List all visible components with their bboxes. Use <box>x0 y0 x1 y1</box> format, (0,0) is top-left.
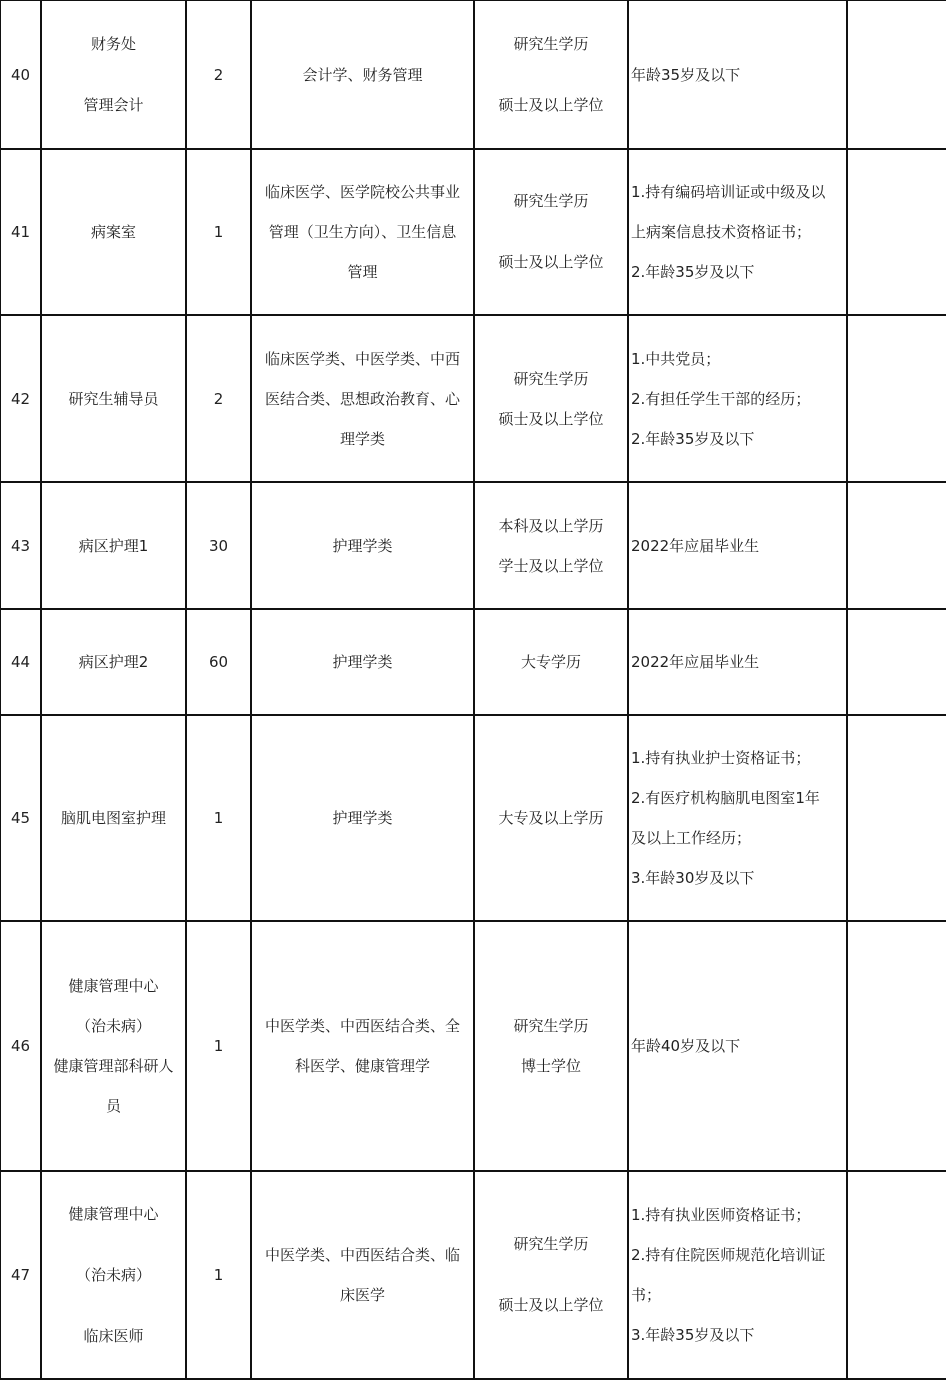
position-name-line: 病区护理1 <box>78 536 149 555</box>
headcount: 1 <box>213 809 224 827</box>
requirements-cell <box>628 0 847 149</box>
row-number-cell <box>0 315 41 482</box>
education-line: 本科及以上学历 <box>498 516 604 535</box>
headcount: 60 <box>208 653 229 671</box>
education-cell <box>474 715 628 921</box>
headcount: 30 <box>208 536 229 555</box>
education-cell <box>474 482 628 609</box>
row-number-cell <box>0 715 41 921</box>
headcount: 2 <box>213 65 224 84</box>
headcount-cell <box>186 0 251 149</box>
table-row <box>0 609 946 715</box>
row-number: 44 <box>10 653 31 671</box>
education-line: 硕士及以上学位 <box>498 95 604 114</box>
remark-cell <box>847 921 946 1171</box>
table-row <box>0 149 946 315</box>
table-row <box>0 921 946 1171</box>
requirements-line: 2022年应届毕业生 <box>631 536 760 555</box>
education-line: 硕士及以上学位 <box>498 1296 604 1314</box>
headcount-cell <box>186 1171 251 1379</box>
headcount-cell <box>186 315 251 482</box>
requirements-cell <box>628 1171 847 1379</box>
education-line: 研究生学历 <box>513 369 589 388</box>
requirements-cell <box>628 921 847 1171</box>
position-name-line: 健康管理部科研人 <box>53 1057 174 1075</box>
position-name-cell <box>41 715 186 921</box>
row-number-cell <box>0 0 41 149</box>
headcount: 1 <box>213 1037 224 1055</box>
row-number-cell <box>0 1171 41 1379</box>
row-number: 42 <box>10 389 31 408</box>
major-line: 床医学 <box>339 1286 385 1304</box>
major-line: 护理学类 <box>332 653 393 671</box>
row-number-cell <box>0 482 41 609</box>
row-number: 46 <box>10 1037 31 1055</box>
headcount: 1 <box>213 223 224 241</box>
table-row <box>0 0 946 149</box>
row-number: 40 <box>10 65 31 84</box>
headcount-cell <box>186 609 251 715</box>
remark-cell <box>847 482 946 609</box>
requirements-line: 上病案信息技术资格证书； <box>631 223 812 241</box>
position-name-line: 财务处 <box>90 34 136 53</box>
position-name-cell <box>41 609 186 715</box>
requirements-cell <box>628 149 847 315</box>
education-cell <box>474 921 628 1171</box>
requirements-line: 1.持有编码培训证或中级及以 <box>631 183 826 201</box>
requirements-line: 1.持有执业护士资格证书； <box>631 749 811 767</box>
position-name-cell <box>41 482 186 609</box>
table-row <box>0 715 946 921</box>
position-name-cell <box>41 315 186 482</box>
position-name-line: 病区护理2 <box>78 653 149 671</box>
major-line: 会计学、财务管理 <box>302 65 423 84</box>
table-row <box>0 482 946 609</box>
position-name-cell <box>41 0 186 149</box>
education-line: 博士学位 <box>520 1057 581 1075</box>
major-cell <box>251 315 474 482</box>
major-line: 护理学类 <box>332 536 393 555</box>
headcount-cell <box>186 149 251 315</box>
major-line: 临床医学类、中医学类、中西 <box>264 349 460 368</box>
position-name-line: 临床医师 <box>83 1326 144 1345</box>
major-cell <box>251 0 474 149</box>
position-name-cell <box>41 149 186 315</box>
table-row <box>0 315 946 482</box>
headcount-cell <box>186 482 251 609</box>
major-line: 管理 <box>347 263 378 281</box>
position-name-line: 病案室 <box>90 223 136 241</box>
table-row <box>0 1171 946 1379</box>
education-line: 研究生学历 <box>513 1235 589 1253</box>
requirements-line: 2022年应届毕业生 <box>631 653 760 671</box>
requirements-line: 年龄40岁及以下 <box>631 1037 741 1055</box>
major-cell <box>251 1171 474 1379</box>
education-cell <box>474 609 628 715</box>
requirements-line: 及以上工作经历； <box>631 829 752 847</box>
education-cell <box>474 149 628 315</box>
education-cell <box>474 0 628 149</box>
position-name-line: 健康管理中心 <box>68 977 159 995</box>
major-cell <box>251 715 474 921</box>
major-line: 中医学类、中西医结合类、全 <box>264 1017 460 1035</box>
requirements-cell <box>628 315 847 482</box>
requirements-cell <box>628 715 847 921</box>
education-line: 硕士及以上学位 <box>498 253 604 271</box>
major-line: 护理学类 <box>332 809 393 827</box>
requirements-line: 1.中共党员； <box>631 349 721 368</box>
position-name-line: 管理会计 <box>83 95 144 114</box>
position-name-line: 健康管理中心 <box>68 1204 159 1223</box>
position-name-cell <box>41 921 186 1171</box>
remark-cell <box>847 609 946 715</box>
major-cell <box>251 149 474 315</box>
row-number-cell <box>0 149 41 315</box>
requirements-line: 2.年龄35岁及以下 <box>631 429 755 448</box>
education-line: 研究生学历 <box>513 34 589 53</box>
position-name-line: 研究生辅导员 <box>68 389 159 408</box>
remark-cell <box>847 149 946 315</box>
requirements-line: 3.年龄35岁及以下 <box>631 1326 755 1344</box>
requirements-line: 书； <box>631 1286 662 1304</box>
remark-cell <box>847 315 946 482</box>
requirements-line: 年龄35岁及以下 <box>631 65 741 84</box>
major-line: 临床医学、医学院校公共事业 <box>264 183 460 201</box>
row-number: 47 <box>10 1266 31 1284</box>
major-cell <box>251 482 474 609</box>
requirements-line: 1.持有执业医师资格证书； <box>631 1206 811 1224</box>
headcount: 2 <box>213 389 224 408</box>
row-number: 43 <box>10 536 31 555</box>
position-name-line: 员 <box>105 1097 121 1115</box>
requirements-line: 2.年龄35岁及以下 <box>631 263 755 281</box>
requirements-line: 2.有担任学生干部的经历； <box>631 389 811 408</box>
remark-cell <box>847 0 946 149</box>
major-cell <box>251 609 474 715</box>
position-name-cell <box>41 1171 186 1379</box>
requirements-cell <box>628 482 847 609</box>
major-cell <box>251 921 474 1171</box>
education-line: 硕士及以上学位 <box>498 409 604 428</box>
headcount: 1 <box>213 1266 224 1284</box>
requirements-line: 2.持有住院医师规范化培训证 <box>631 1246 826 1264</box>
major-line: 理学类 <box>339 429 385 448</box>
requirements-cell <box>628 609 847 715</box>
remark-cell <box>847 1171 946 1379</box>
row-number-cell <box>0 921 41 1171</box>
major-line: 科医学、健康管理学 <box>294 1057 430 1075</box>
row-number: 45 <box>10 809 31 827</box>
position-name-line: 脑肌电图室护理 <box>60 809 166 827</box>
major-line: 医结合类、思想政治教育、心 <box>264 389 460 408</box>
requirements-line: 2.有医疗机构脑肌电图室1年 <box>631 789 820 807</box>
headcount-cell <box>186 921 251 1171</box>
major-line: 管理（卫生方向）、卫生信息 <box>268 223 457 241</box>
education-line: 研究生学历 <box>513 1017 589 1035</box>
education-line: 学士及以上学位 <box>498 556 604 575</box>
row-number-cell <box>0 609 41 715</box>
remark-cell <box>847 715 946 921</box>
education-cell <box>474 1171 628 1379</box>
education-line: 大专学历 <box>520 653 581 671</box>
headcount-cell <box>186 715 251 921</box>
position-name-line: （治未病） <box>75 1017 151 1035</box>
position-name-line: （治未病） <box>75 1265 151 1284</box>
major-line: 中医学类、中西医结合类、临 <box>264 1246 460 1264</box>
education-line: 大专及以上学历 <box>498 809 604 827</box>
row-number: 41 <box>10 223 31 241</box>
requirements-line: 3.年龄30岁及以下 <box>631 869 755 887</box>
education-line: 研究生学历 <box>513 192 589 210</box>
education-cell <box>474 315 628 482</box>
